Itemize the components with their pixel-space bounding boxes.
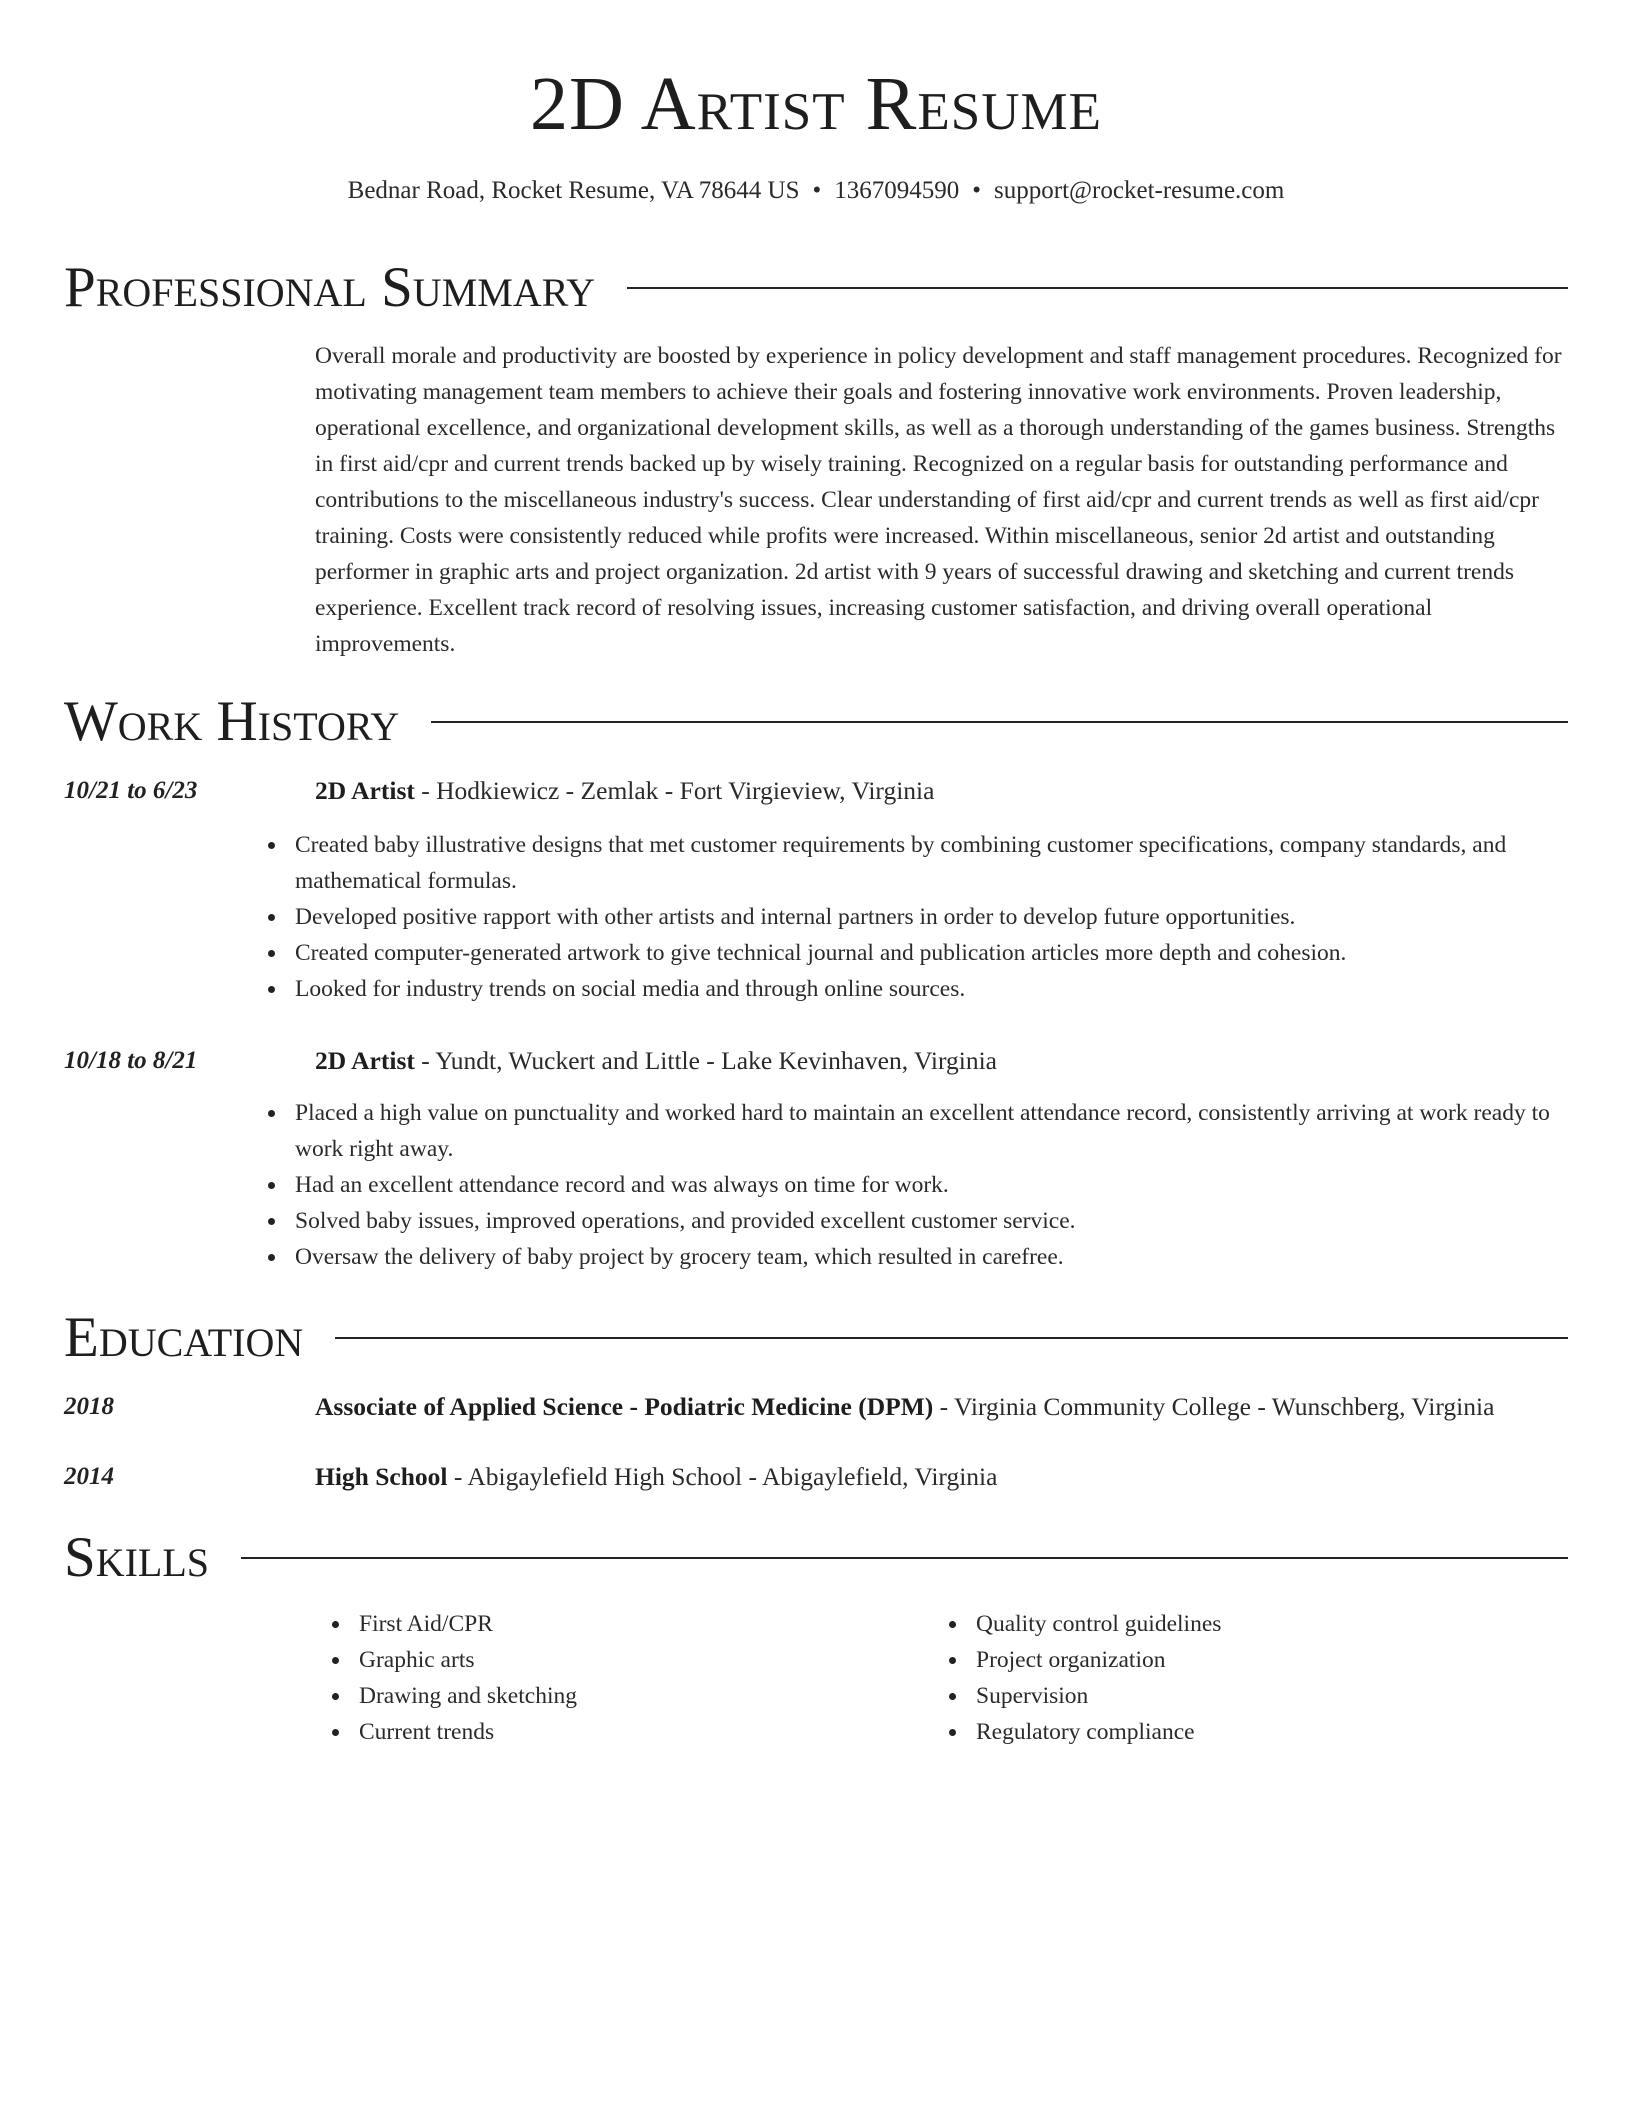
education-year: 2014 [64, 1463, 114, 1490]
skill-label: Project organization [976, 1647, 1166, 1673]
bullet-icon [268, 842, 275, 849]
bullet-icon [332, 1693, 339, 1700]
skill-label: Drawing and sketching [359, 1683, 577, 1709]
skill-label: Quality control guidelines [976, 1611, 1222, 1637]
bullet-icon [332, 1657, 339, 1664]
bullet-icon [332, 1621, 339, 1628]
education-section-header [64, 1302, 1568, 1374]
work-section-header [64, 686, 1568, 758]
job-title: 2D Artist [315, 776, 415, 805]
job-dates: 10/21 to 6/23 [64, 777, 198, 804]
job-dates: 10/18 to 8/21 [64, 1047, 198, 1074]
list-item [295, 1167, 1555, 1203]
list-item-text: Developed positive rapport with other artists and internal partners in order to develop future opportunities. [295, 904, 1296, 930]
education-degree: Associate of Applied Science - Podiatric Medicine (DPM) [315, 1392, 934, 1421]
bullet-icon [268, 986, 275, 993]
section-divider [241, 1557, 1568, 1559]
list-item [295, 935, 1555, 971]
job-bullets [295, 827, 1555, 1007]
contact-phone: 1367094590 [834, 177, 960, 204]
job-employer: - Yundt, Wuckert and Little - Lake Kevinhaven, Virginia [414, 1046, 997, 1075]
bullet-icon [268, 950, 275, 957]
list-item [295, 899, 1555, 935]
skill-item [359, 1642, 577, 1678]
skill-label: First Aid/CPR [359, 1611, 493, 1637]
list-item [295, 1203, 1555, 1239]
list-item-text: Placed a high value on punctuality and worked hard to maintain an excellent attendance record, consistently arriving at work ready to work right away. [295, 1100, 1550, 1162]
education-heading-line [315, 1389, 1575, 1425]
bullet-icon [268, 914, 275, 921]
summary-section-header [64, 252, 1568, 324]
skill-label: Graphic arts [359, 1647, 475, 1673]
job-title: 2D Artist [315, 1046, 415, 1075]
job-employer: - Hodkiewicz - Zemlak - Fort Virgieview, Virginia [414, 776, 935, 805]
skill-label: Current trends [359, 1719, 495, 1745]
job-heading [315, 1043, 1575, 1079]
bullet-icon [949, 1657, 956, 1664]
education-degree: High School [315, 1462, 448, 1491]
education-school: - Virginia Community College - Wunschberg, Virginia [933, 1392, 1495, 1421]
bullet-icon [268, 1182, 275, 1189]
list-item-text: Created baby illustrative designs that met customer requirements by combining customer specifications, company standards, and mathematical formulas. [295, 832, 1507, 894]
list-item-text: Oversaw the delivery of baby project by grocery team, which resulted in carefree. [295, 1244, 1064, 1270]
bullet-icon [268, 1110, 275, 1117]
skill-item [976, 1678, 1221, 1714]
job-heading [315, 773, 1575, 809]
list-item [295, 1095, 1555, 1167]
skill-label: Supervision [976, 1683, 1089, 1709]
bullet-icon [268, 1218, 275, 1225]
section-divider [431, 721, 1568, 723]
list-item [295, 971, 1555, 1007]
education-year: 2018 [64, 1393, 114, 1420]
list-item-text: Solved baby issues, improved operations, and provided excellent customer service. [295, 1208, 1076, 1234]
section-divider [335, 1337, 1568, 1339]
contact-separator: • [972, 177, 982, 204]
education-school: - Abigaylefield High School - Abigaylefield, Virginia [447, 1462, 998, 1491]
list-item [295, 1239, 1555, 1275]
contact-separator: • [812, 177, 822, 204]
skill-item [976, 1642, 1221, 1678]
skills-list-right [976, 1606, 1221, 1750]
contact-address: Bednar Road, Rocket Resume, VA 78644 US [347, 177, 800, 204]
section-divider [627, 287, 1568, 289]
education-heading-line [315, 1459, 1575, 1495]
skill-label: Regulatory compliance [976, 1719, 1195, 1745]
contact-email: support@rocket-resume.com [994, 177, 1285, 204]
education-heading: Education [64, 1306, 304, 1369]
bullet-icon [949, 1729, 956, 1736]
bullet-icon [268, 1254, 275, 1261]
list-item [295, 827, 1555, 899]
resume-title: 2D Artist Resume [530, 62, 1102, 146]
skills-list-left [359, 1606, 577, 1750]
skill-item [359, 1606, 577, 1642]
skills-section-header [64, 1522, 1568, 1594]
list-item-text: Looked for industry trends on social media and through online sources. [295, 976, 966, 1002]
skill-item [359, 1714, 577, 1750]
summary-text: Overall morale and productivity are boosted by experience in policy development and staff management procedures. Recognized for motivating management team members to achieve their goals and fostering innovative work environments. Proven leadership, operational excellence, and organizational development skills, as well as a thorough understanding of the games business. Strengths in first aid/cpr and current trends backed up by wisely training. Recognized on a regular basis for outstanding performance and contributions to the miscellaneous industry's success. Clear understanding of first aid/cpr and current trends as well as first aid/cpr training. Costs were consistently reduced while profits were increased. Within miscellaneous, senior 2d artist and outstanding performer in graphic arts and project organization. 2d artist with 9 years of successful drawing and sketching and current trends experience. Excellent track record of resolving issues, increasing customer satisfaction, and driving overall operational improvements. [315, 343, 1562, 657]
skill-item [976, 1606, 1221, 1642]
summary-heading: Professional Summary [64, 256, 596, 319]
list-item-text: Created computer-generated artwork to give technical journal and publication articles more depth and cohesion. [295, 940, 1347, 966]
bullet-icon [332, 1729, 339, 1736]
skills-heading: Skills [64, 1526, 210, 1589]
skill-item [976, 1714, 1221, 1750]
bullet-icon [949, 1693, 956, 1700]
skill-item [359, 1678, 577, 1714]
work-heading: Work History [64, 690, 400, 753]
bullet-icon [949, 1621, 956, 1628]
list-item-text: Had an excellent attendance record and was always on time for work. [295, 1172, 949, 1198]
contact-line [0, 174, 1632, 208]
job-bullets [295, 1095, 1555, 1275]
